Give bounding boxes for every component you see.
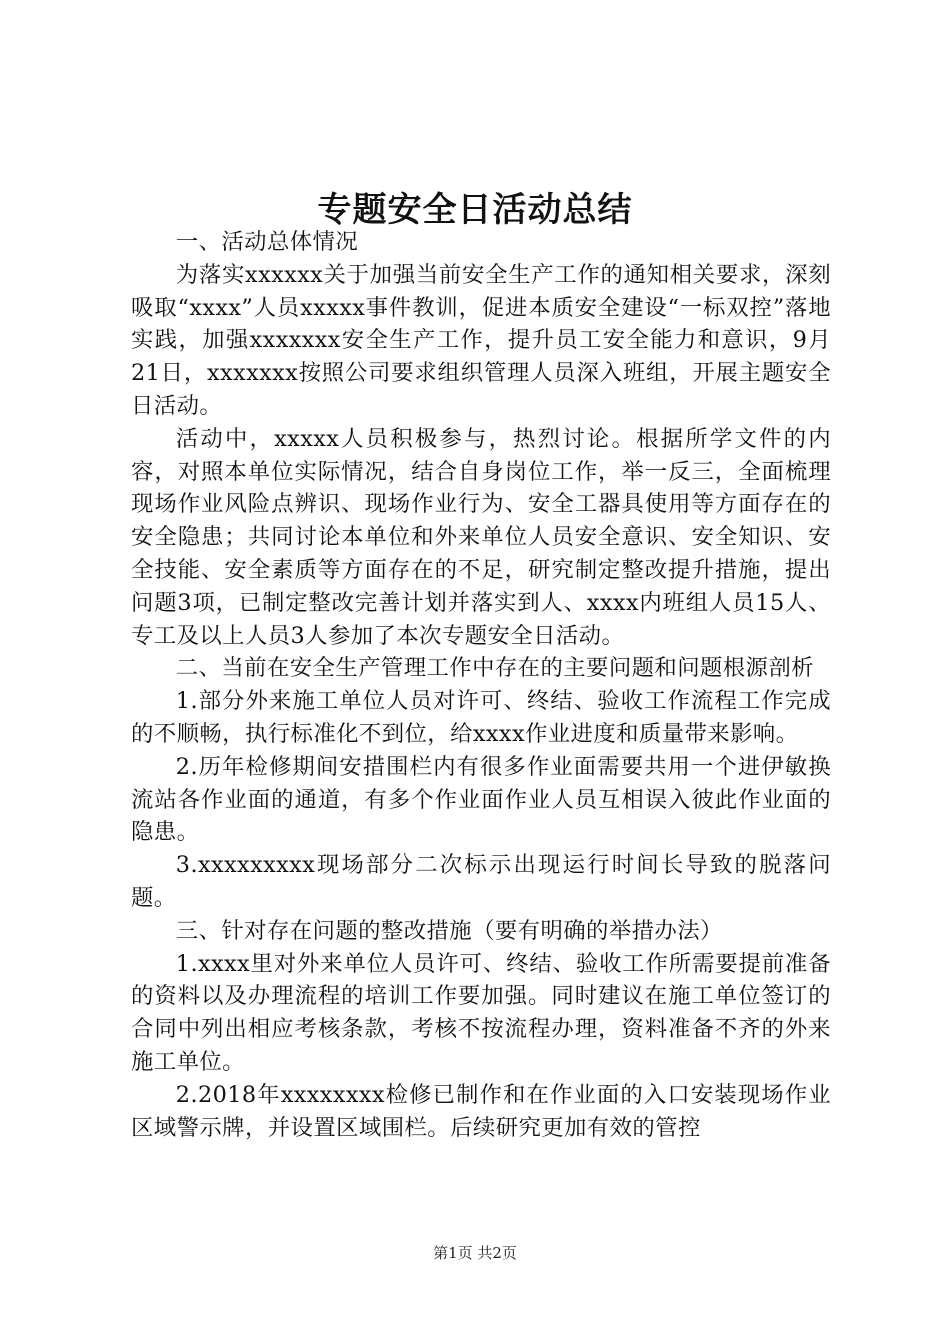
- page-footer: 第1页 共2页: [433, 1244, 517, 1262]
- document-body: [131, 226, 831, 1144]
- paragraph: 活动中，xxxxx人员积极参与，热烈讨论。根据所学文件的内容，对照本单位实际情况，结合自身岗位工作，举一反三，全面梳理现场作业风险点辨识、现场作业行为、安全工器具使用等方面存在的安全隐患；共同讨论本单位和外来单位人员安全意识、安全知识、安全技能、安全素质等方面存在的不足，研究制定整改提升措施，提出问题3项，已制定整改完善计划并落实到人、xxxx内班组人员15人、专工及以上人员3人参加了本次专题安全日活动。: [131, 425, 831, 649]
- list-item: 2.历年检修期间安措围栏内有很多作业面需要共用一个进伊敏换流站各作业面的通道，有多个作业面作业人员互相误入彼此作业面的隐患。: [131, 753, 831, 846]
- document-title: 专题安全日活动总结: [317, 190, 633, 230]
- list-item: 3.xxxxxxxxx现场部分二次标示出现运行时间长导致的脱落问题。: [131, 852, 831, 911]
- list-item: 1.部分外来施工单位人员对许可、终结、验收工作流程工作完成的不顺畅，执行标准化不到位，给xxxx作业进度和质量带来影响。: [131, 688, 831, 747]
- list-item: 2.2018年xxxxxxxx检修已制作和在作业面的入口安装现场作业区域警示牌，并设置区域围栏。后续研究更加有效的管控: [131, 1081, 831, 1141]
- paragraph: 为落实xxxxxx关于加强当前安全生产工作的通知相关要求，深刻吸取“xxxx”人员xxxxx事件教训，促进本质安全建设“一标双控”落地实践，加强xxxxxxx安全生产工作，提升员工安全能力和意识，9月21日，xxxxxxx按照公司要求组织管理人员深入班组，开展主题安全日活动。: [131, 261, 831, 419]
- section-heading-problems: 二、当前在安全生产管理工作中存在的主要问题和问题根源剖析: [175, 655, 814, 682]
- section-heading-overview: 一、活动总体情况: [175, 229, 359, 255]
- list-item: 1.xxxx里对外来单位人员许可、终结、验收工作所需要提前准备的资料以及办理流程的培训工作要加强。同时建议在施工单位签订的合同中列出相应考核条款，考核不按流程办理，资料准备不齐的外来施工单位。: [131, 950, 831, 1075]
- section-heading-measures: 三、针对存在问题的整改措施（要有明确的举措办法）: [175, 917, 723, 944]
